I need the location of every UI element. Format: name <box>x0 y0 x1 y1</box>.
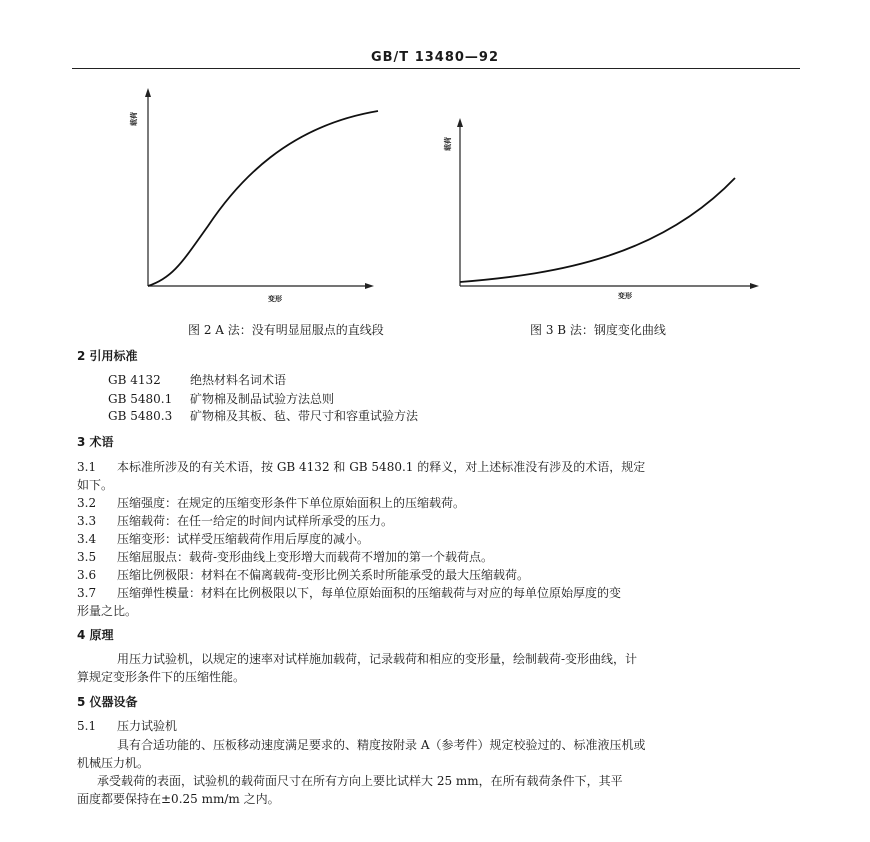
paragraph-line: 面度都要保持在±0.25 mm/m 之内。 <box>77 792 280 806</box>
reference-code: GB 5480.3 <box>108 409 173 423</box>
term-text: 压缩变形：试样受压缩载荷作用后厚度的减小。 <box>117 532 370 546</box>
term-text: 压缩比例极限：材料在不偏离载荷-变形比例关系时所能承受的最大压缩载荷。 <box>117 568 530 582</box>
reference-title: 矿物棉及其板、毡、带尺寸和容重试验方法 <box>190 409 419 423</box>
section-3-heading: 3 术语 <box>77 435 114 449</box>
reference-item <box>108 408 418 424</box>
term-item <box>77 459 645 475</box>
paragraph-line: 机械压力机。 <box>77 756 150 770</box>
term-item <box>77 549 493 565</box>
figure-2-caption: 图 2 A 法：没有明显屈服点的直线段 <box>188 323 384 337</box>
term-text: 压缩强度：在规定的压缩变形条件下单位原始面积上的压缩载荷。 <box>117 496 466 510</box>
reference-title: 矿物棉及制品试验方法总则 <box>190 392 335 406</box>
term-text: 压缩屈服点：载荷-变形曲线上变形增大而载荷不增加的第一个载荷点。 <box>117 550 494 564</box>
term-number: 3.4 <box>77 532 97 546</box>
reference-code: GB 5480.1 <box>108 392 173 406</box>
reference-item <box>108 391 334 407</box>
term-number: 3.6 <box>77 568 97 582</box>
fig2-load-deformation-curve <box>148 111 378 286</box>
term-text: 压缩弹性模量：材料在比例极限以下，每单位原始面积的压缩载荷与对应的每单位原始厚度的变 <box>117 586 622 600</box>
standard-code-header: GB/T 13480—92 <box>370 50 500 65</box>
term-number: 3.2 <box>77 496 97 510</box>
term-item <box>77 495 465 511</box>
term-number: 3.7 <box>77 586 97 600</box>
fig3-y-label: 载荷 <box>444 137 452 151</box>
subsection-5-1 <box>77 718 177 734</box>
term-text: 压缩载荷：在任一给定的时间内试样所承受的压力。 <box>117 514 394 528</box>
fig3-y-arrow <box>457 118 463 127</box>
figure-2-curve <box>128 86 378 306</box>
term-number: 3.1 <box>77 460 97 474</box>
fig2-y-arrow <box>145 88 151 97</box>
term-item <box>77 567 529 583</box>
fig3-x-arrow <box>750 283 759 289</box>
term-text: 本标准所涉及的有关术语，按 GB 4132 和 GB 5480.1 的释义，对上述标准没有涉及的术语，规定 <box>117 460 646 474</box>
reference-title: 绝热材料名词术语 <box>190 373 287 387</box>
fig3-stiffness-curve <box>460 178 735 282</box>
reference-code: GB 4132 <box>108 373 161 387</box>
term-number: 3.5 <box>77 550 97 564</box>
term-item <box>77 531 369 547</box>
paragraph-line: 算规定变形条件下的压缩性能。 <box>77 670 246 684</box>
fig3-x-label: 变形 <box>618 292 632 300</box>
figure-3-caption: 图 3 B 法：钢度变化曲线 <box>530 323 666 337</box>
subsection-number: 5.1 <box>77 719 97 733</box>
fig2-y-label: 载荷 <box>130 112 138 126</box>
term-item <box>77 585 621 601</box>
fig2-x-arrow <box>365 283 374 289</box>
section-2-heading: 2 引用标准 <box>77 349 138 363</box>
paragraph-line: 具有合适功能的、压板移动速度满足要求的、精度按附录 A（参考件）规定校验过的、标准液压机或 <box>117 738 646 752</box>
header-rule <box>72 68 800 69</box>
fig2-x-label: 变形 <box>268 295 282 303</box>
term-continuation: 形量之比。 <box>77 604 138 618</box>
term-continuation: 如下。 <box>77 478 114 492</box>
reference-item <box>108 372 286 388</box>
paragraph-line: 用压力试验机，以规定的速率对试样施加载荷，记录载荷和相应的变形量，绘制载荷-变形曲线，计 <box>117 652 638 666</box>
term-number: 3.3 <box>77 514 97 528</box>
paragraph-line: 承受载荷的表面，试验机的载荷面尺寸在所有方向上要比试样大 25 mm，在所有载荷条件下，其平 <box>97 774 623 788</box>
figure-3-curve <box>440 116 770 306</box>
term-item <box>77 513 393 529</box>
subsection-title: 压力试验机 <box>117 719 178 733</box>
section-4-heading: 4 原理 <box>77 628 114 642</box>
section-5-heading: 5 仪器设备 <box>77 695 138 709</box>
